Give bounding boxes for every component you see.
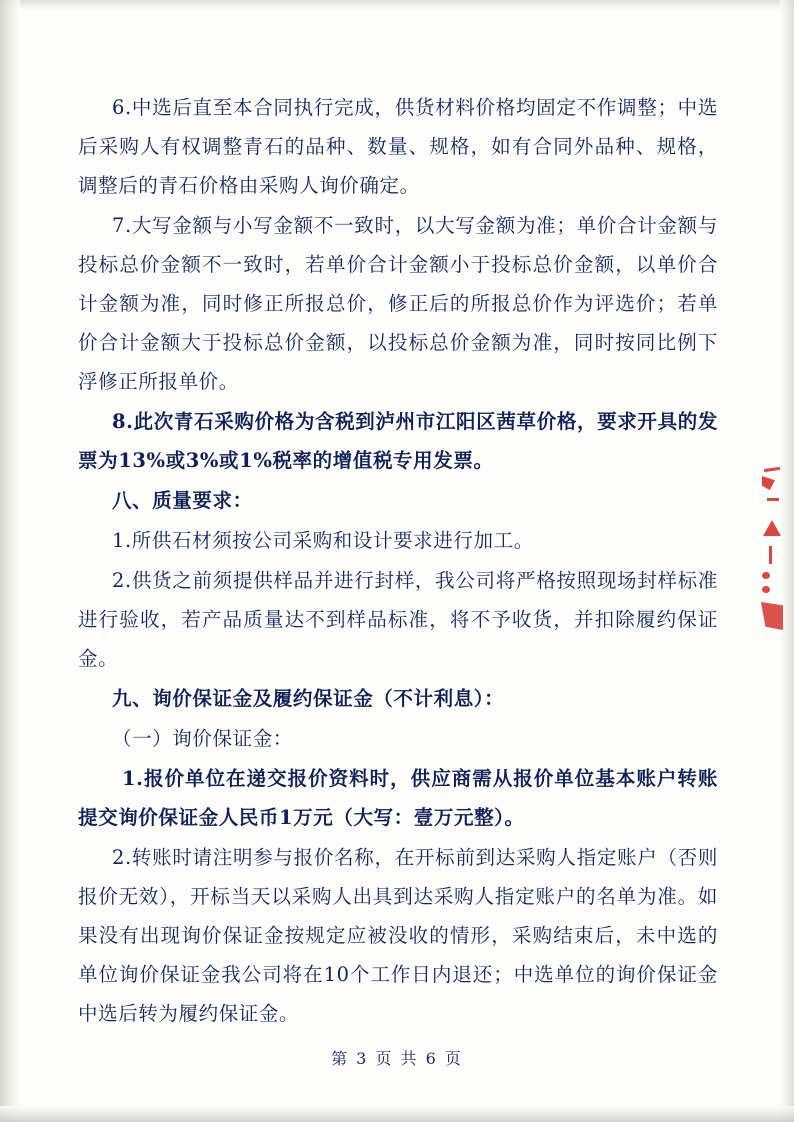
scan-edge-left	[0, 0, 20, 1122]
page-footer: 第 3 页 共 6 页	[331, 1049, 463, 1068]
paragraph-item-8: 8.此次青石采购价格为含税到泸州市江阳区茜草价格，要求开具的发票为13%或3%或1%税率的增值税专用发票。	[78, 410, 718, 472]
paragraph-deposit-1: 1.报价单位在递交报价资料时，供应商需从报价单位基本账户转账提交询价保证金人民币1万元（大写：壹万元整）。	[78, 767, 718, 829]
section-heading-quality: 八、质量要求：	[112, 489, 253, 512]
section-heading-deposit: 九、询价保证金及履约保证金（不计利息）：	[112, 687, 505, 710]
paragraph-quality-1: 1.所供石材须按公司采购和设计要求进行加工。	[112, 529, 534, 552]
paragraph-deposit-2: 2.转账时请注明参与报价名称，在开标前到达采购人指定账户（否则报价无效），开标当天以采购人出具到达采购人指定账户的名单为准。如果没有出现询价保证金按规定应被没收的情形，采购结束后，未中选的单位询价保证金我公司将在10个工作日内退还；中选单位的询价保证金中选后转为履约保证金。	[78, 846, 718, 1025]
paragraph-item-7: 7.大写金额与小写金额不一致时，以大写金额为准；单价合计金额与投标总价金额不一致时，若单价合计金额小于投标总价金额，以单价合计金额为准，同时修正所报总价，修正后的所报总价作为评选价；若单价合计金额大于投标总价金额，以投标总价金额为准，同时按同比例下浮修正所报单价。	[78, 214, 718, 393]
scan-edge-bottom	[0, 1106, 794, 1122]
scan-edge-right	[780, 0, 794, 1122]
paragraph-quality-2: 2.供货之前须提供样品并进行封样，我公司将严格按照现场封样标准进行验收，若产品质量达不到样品标准，将不予收货，并扣除履约保证金。	[78, 569, 718, 670]
subsection-heading-inquiry-deposit: （一）询价保证金：	[112, 727, 293, 750]
document-body	[78, 88, 718, 1034]
scan-edge-top	[0, 0, 794, 10]
paragraph-item-6: 6.中选后直至本合同执行完成，供货材料价格均固定不作调整；中选后采购人有权调整青石的品种、数量、规格，如有合同外品种、规格，调整后的青石价格由采购人询价确定。	[78, 96, 718, 197]
